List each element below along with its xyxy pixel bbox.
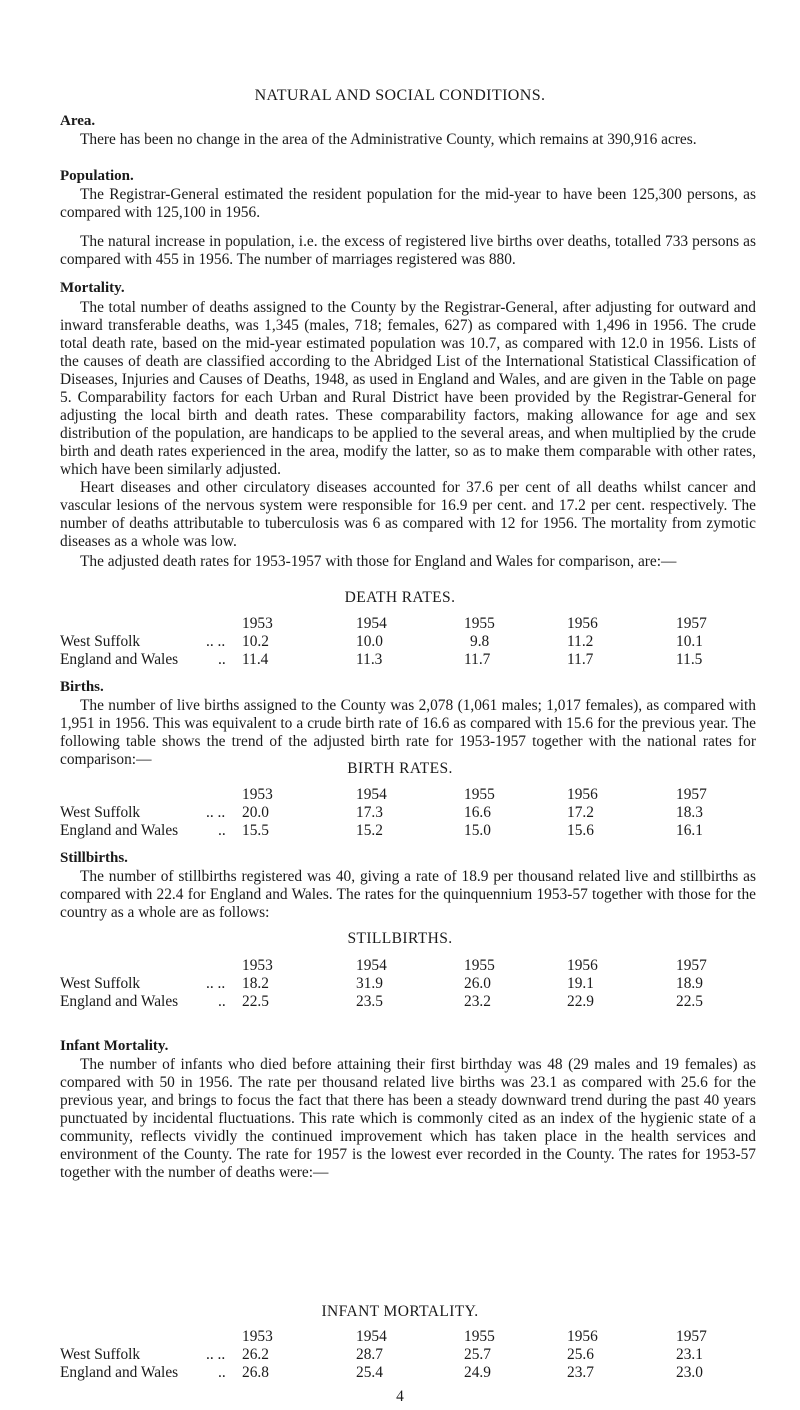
stillbirths-paragraph: The number of stillbirths registered was 40, giving a rate of 18.9 per thousand related live and stillbirths as compared with 22.4 for England and Wales. The rates for the quinquennium 1953-57 together with those for the country as a whole are as follows: bbox=[60, 868, 756, 921]
year-cell: 1955 bbox=[464, 615, 495, 632]
table-row bbox=[0, 1364, 800, 1382]
value-cell: 11.7 bbox=[464, 651, 491, 668]
value-cell: 11.7 bbox=[567, 651, 594, 668]
year-cell: 1953 bbox=[242, 1328, 273, 1345]
value-cell: 15.2 bbox=[356, 822, 383, 839]
population-heading: Population. bbox=[60, 168, 134, 184]
value-cell: 20.0 bbox=[242, 804, 269, 821]
leader-dots: .. bbox=[218, 822, 226, 839]
mortality-paragraph-3: The adjusted death rates for 1953-1957 with those for England and Wales for comparison, are:— bbox=[80, 553, 677, 570]
page-title: NATURAL AND SOCIAL CONDITIONS. bbox=[254, 87, 546, 104]
value-cell: 25.4 bbox=[356, 1364, 383, 1381]
year-cell: 1954 bbox=[356, 786, 387, 803]
value-cell: 17.2 bbox=[567, 804, 594, 821]
leader-dots: .. .. bbox=[206, 975, 226, 992]
value-cell: 11.5 bbox=[676, 651, 703, 668]
year-cell: 1955 bbox=[464, 786, 495, 803]
value-cell: 22.9 bbox=[567, 993, 594, 1010]
value-cell: 16.6 bbox=[464, 804, 491, 821]
mortality-heading: Mortality. bbox=[60, 280, 125, 296]
leader-dots: .. bbox=[218, 651, 226, 668]
value-cell: 22.5 bbox=[676, 993, 703, 1010]
area-paragraph: There has been no change in the area of the Administrative County, which remains at 390,916 acres. bbox=[80, 131, 697, 148]
row-label: England and Wales bbox=[60, 1364, 179, 1381]
value-cell: 15.0 bbox=[464, 822, 491, 839]
leader-dots: .. .. bbox=[206, 633, 226, 650]
value-cell: 18.3 bbox=[676, 804, 703, 821]
year-cell: 1955 bbox=[464, 957, 495, 974]
year-cell: 1957 bbox=[676, 957, 707, 974]
value-cell: 25.6 bbox=[567, 1346, 594, 1363]
value-cell: 18.9 bbox=[676, 975, 703, 992]
value-cell: 15.5 bbox=[242, 822, 269, 839]
death-rates-year-row bbox=[0, 615, 800, 633]
value-cell: 16.1 bbox=[676, 822, 703, 839]
birth-rates-title: BIRTH RATES. bbox=[347, 760, 453, 777]
leader-dots: .. bbox=[218, 993, 226, 1010]
value-cell: 26.2 bbox=[242, 1346, 269, 1363]
value-cell: 11.2 bbox=[567, 633, 594, 650]
stillbirths-title: STILLBIRTHS. bbox=[347, 930, 453, 947]
row-label: England and Wales bbox=[60, 651, 179, 668]
year-cell: 1954 bbox=[356, 957, 387, 974]
row-label: West Suffolk bbox=[60, 633, 141, 650]
infant-mortality-paragraph: The number of infants who died before attaining their first birthday was 48 (29 males and 19 females) as compared with 50 in 1956. The rate per thousand related live births was 23.1 as compared with 25.6 for the previous year, and brings to focus the fact that there has been a steady downward trend during the past 40 years punctuated by incidental fluctuations. This rate which is commonly cited as an index of the hygienic state of a community, reflects vividly the continued improvement which has taken place in the health services and environment of the County. The rate for 1957 is the lowest ever recorded in the County. The rates for 1953-57 together with the number of deaths were:— bbox=[60, 1056, 756, 1181]
year-cell: 1953 bbox=[242, 957, 273, 974]
population-paragraph-2: The natural increase in population, i.e. the excess of registered live births over deaths, totalled 733 persons as compared with 455 in 1956. The number of marriages registered was 880. bbox=[60, 233, 756, 268]
row-label: England and Wales bbox=[60, 993, 179, 1010]
value-cell: 23.2 bbox=[464, 993, 491, 1010]
value-cell: 9.8 bbox=[470, 633, 490, 650]
table-row bbox=[0, 993, 800, 1011]
table-row bbox=[0, 822, 800, 840]
year-cell: 1953 bbox=[242, 786, 273, 803]
value-cell: 15.6 bbox=[567, 822, 594, 839]
table-row bbox=[0, 633, 800, 651]
value-cell: 26.0 bbox=[464, 975, 491, 992]
year-cell: 1954 bbox=[356, 1328, 387, 1345]
leader-dots: .. .. bbox=[206, 804, 226, 821]
birth-rates-year-row bbox=[0, 786, 800, 804]
stillbirths-heading: Stillbirths. bbox=[60, 850, 128, 866]
area-heading: Area. bbox=[60, 113, 96, 129]
births-heading: Births. bbox=[60, 679, 104, 695]
value-cell: 19.1 bbox=[567, 975, 594, 992]
value-cell: 10.0 bbox=[356, 633, 383, 650]
year-cell: 1957 bbox=[676, 615, 707, 632]
value-cell: 23.0 bbox=[676, 1364, 703, 1381]
value-cell: 31.9 bbox=[356, 975, 383, 992]
table-row bbox=[0, 804, 800, 822]
row-label: West Suffolk bbox=[60, 975, 141, 992]
infant-mortality-year-row bbox=[0, 1328, 800, 1346]
table-row bbox=[0, 975, 800, 993]
value-cell: 23.7 bbox=[567, 1364, 594, 1381]
value-cell: 24.9 bbox=[464, 1364, 491, 1381]
row-label: West Suffolk bbox=[60, 1346, 141, 1363]
mortality-paragraph-1: The total number of deaths assigned to the County by the Registrar-General, after adjusting for outward and inward transferable deaths, was 1,345 (males, 718; females, 627) as compared with 1,496 in 1956. The crude total death rate, based on the mid-year estimated population was 10.7, as compared with 12.0 in 1956. Lists of the causes of death are classified according to the Abridged List of the International Statistical Classification of Diseases, Injuries and Causes of Deaths, 1948, as used in England and Wales, and are given in the Table on page 5. Comparability factors for each Urban and Rural District have been provided by the Registrar-General for adjusting the local birth and death rates. These comparability factors, making allowance for age and sex distribution of the population, are handicaps to be applied to the several areas, and when multiplied by the crude birth and death rates experienced in the area, modify the latter, so as to make them comparable with other rates, which have been similarly adjusted. bbox=[60, 299, 756, 478]
population-paragraph-1: The Registrar-General estimated the resident population for the mid-year to have been 125,300 persons, as compared with 125,100 in 1956. bbox=[60, 186, 756, 221]
value-cell: 22.5 bbox=[242, 993, 269, 1010]
mortality-paragraph-2: Heart diseases and other circulatory diseases accounted for 37.6 per cent of all deaths whilst cancer and vascular lesions of the nervous system were responsible for 16.9 per cent. and 17.2 per cent. respectively. The number of deaths attributable to tuberculosis was 6 as compared with 12 for 1956. The mortality from zymotic diseases as a whole was low. bbox=[60, 479, 756, 550]
death-rates-title: DEATH RATES. bbox=[344, 589, 456, 606]
table-row bbox=[0, 651, 800, 669]
value-cell: 11.4 bbox=[242, 651, 269, 668]
value-cell: 17.3 bbox=[356, 804, 383, 821]
value-cell: 11.3 bbox=[356, 651, 383, 668]
leader-dots: .. .. bbox=[206, 1346, 226, 1363]
year-cell: 1956 bbox=[567, 615, 598, 632]
year-cell: 1957 bbox=[676, 786, 707, 803]
year-cell: 1954 bbox=[356, 615, 387, 632]
value-cell: 23.1 bbox=[676, 1346, 703, 1363]
value-cell: 26.8 bbox=[242, 1364, 269, 1381]
value-cell: 18.2 bbox=[242, 975, 269, 992]
row-label: West Suffolk bbox=[60, 804, 141, 821]
year-cell: 1955 bbox=[464, 1328, 495, 1345]
value-cell: 23.5 bbox=[356, 993, 383, 1010]
value-cell: 25.7 bbox=[464, 1346, 491, 1363]
year-cell: 1956 bbox=[567, 1328, 598, 1345]
year-cell: 1953 bbox=[242, 615, 273, 632]
row-label: England and Wales bbox=[60, 822, 179, 839]
infant-mortality-title: INFANT MORTALITY. bbox=[321, 1303, 479, 1320]
value-cell: 28.7 bbox=[356, 1346, 383, 1363]
leader-dots: .. bbox=[218, 1364, 226, 1381]
stillbirths-year-row bbox=[0, 957, 800, 975]
year-cell: 1957 bbox=[676, 1328, 707, 1345]
infant-mortality-heading: Infant Mortality. bbox=[60, 1038, 169, 1054]
page-number: 4 bbox=[396, 1388, 404, 1405]
value-cell: 10.1 bbox=[676, 633, 703, 650]
births-paragraph: The number of live births assigned to the County was 2,078 (1,061 males; 1,017 females), as compared with 1,951 in 1956. This was equivalent to a crude birth rate of 16.6 as compared with 15.6 for the previous year. The following table shows the trend of the adjusted birth rate for 1953-1957 together with the national rates for comparison:— bbox=[60, 697, 756, 768]
table-row bbox=[0, 1346, 800, 1364]
year-cell: 1956 bbox=[567, 786, 598, 803]
value-cell: 10.2 bbox=[242, 633, 269, 650]
year-cell: 1956 bbox=[567, 957, 598, 974]
